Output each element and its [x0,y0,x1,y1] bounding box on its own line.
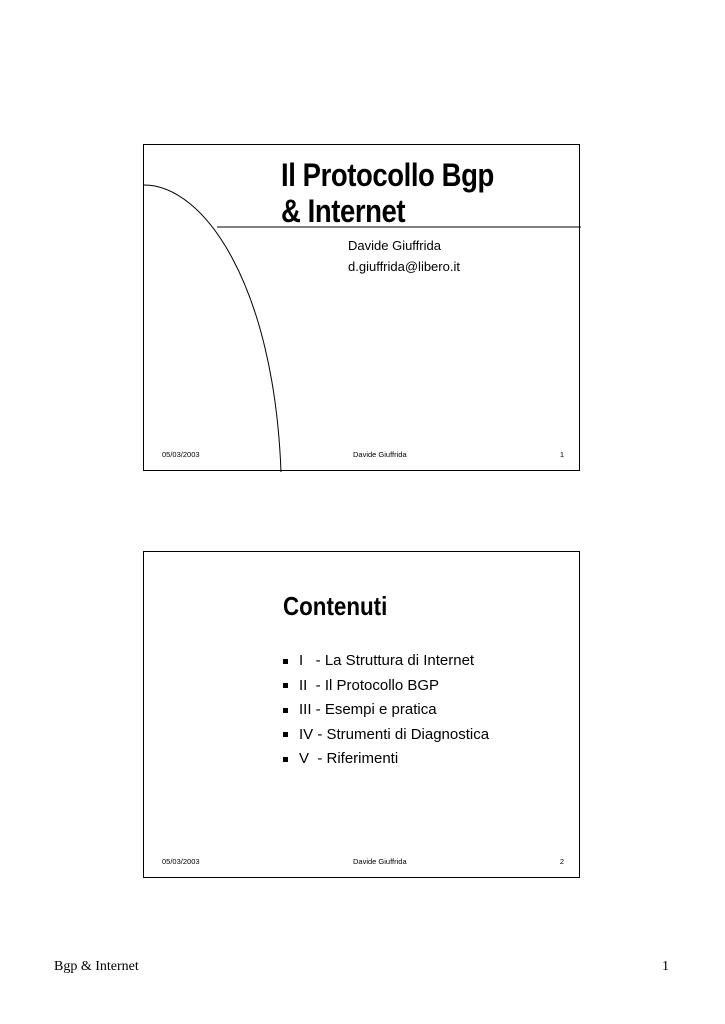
slide-title-line-1: Il Protocollo Bgp [281,157,494,193]
list-item-label: V - Riferimenti [299,750,399,767]
page-footer-number: 1 [662,959,669,974]
square-bullet-icon [283,659,288,664]
list-item-label: II - Il Protocollo BGP [299,676,440,694]
author-name: Davide Giuffrida [348,238,441,253]
slide-title: Contenuti [283,591,388,621]
square-bullet-icon [283,708,288,713]
slide-1 [143,144,580,471]
page-footer-title: Bgp & Internet [54,959,139,974]
square-bullet-icon [283,757,288,762]
list-item-label: IV - Strumenti di Diagnostica [299,725,490,743]
list-item [283,747,489,772]
slide-footer-author: Davide Giuffrida [353,857,407,866]
slide-footer-number: 1 [559,450,564,459]
list-item [283,674,489,699]
square-bullet-icon [283,683,288,688]
author-email: d.giuffrida@libero.it [348,259,460,274]
square-bullet-icon [283,732,288,737]
list-item [283,698,489,723]
slide-footer-date: 05/03/2003 [162,450,200,459]
list-item [283,649,489,674]
contents-list [283,649,489,772]
list-item-label: I - La Struttura di Internet [299,652,475,669]
slide-title [281,157,494,229]
slide-footer-date: 05/03/2003 [162,857,200,866]
list-item-label: III - Esempi e pratica [299,701,437,718]
author-block [348,235,460,277]
slide-footer-author: Davide Giuffrida [353,450,407,459]
slide-footer-number: 2 [559,857,564,866]
slide-title-line-2: & Internet [281,193,406,229]
slide-2 [143,551,580,878]
list-item [283,723,489,748]
